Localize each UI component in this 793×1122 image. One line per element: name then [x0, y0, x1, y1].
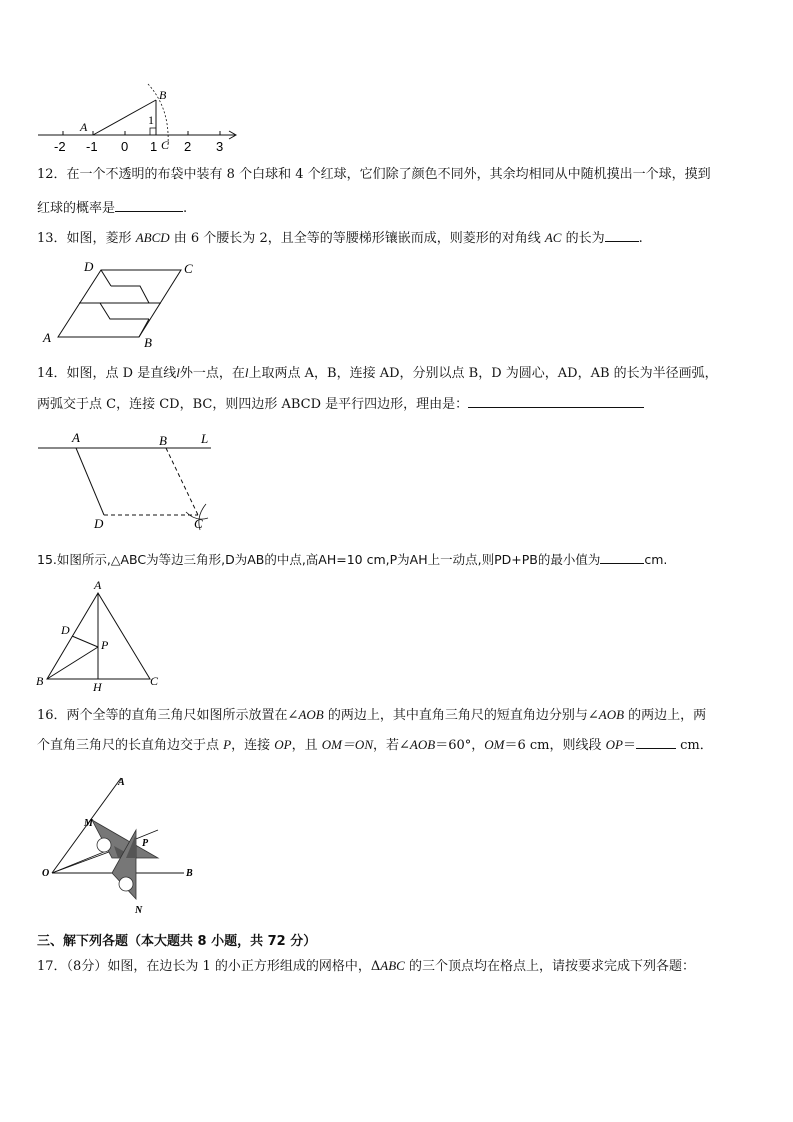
q16-text-2c: ，且: [291, 738, 322, 753]
question-12-line-2: [37, 199, 187, 218]
point-label-a: A: [80, 120, 88, 134]
tick-label: 1: [150, 139, 158, 154]
q16-aob: AOB: [598, 707, 625, 722]
answer-blank[interactable]: [600, 551, 644, 564]
q16-om-on: OM＝ON: [321, 737, 373, 752]
question-16-line-2: [37, 736, 713, 755]
tick-label: 0: [121, 139, 129, 154]
tick-label: -1: [86, 139, 98, 154]
q17-text: 17．（8分）如图，在边长为 1 的小正方形组成的网格中，Δ: [37, 959, 381, 974]
point-label-b: B: [159, 433, 167, 448]
point-label-a: A: [43, 330, 51, 345]
point-label-c: C: [184, 261, 193, 276]
q14-text-b: 外一点，在: [179, 366, 245, 381]
q13-text: 13．如图，菱形: [37, 231, 136, 246]
point-label-p: P: [142, 838, 149, 849]
q14-text-c: 上取两点 A，B，连接 AD，分别以点 B，D 为圆心，AD，AB 的长为半径画弧，: [248, 366, 718, 381]
q16-text-2b: ，连接: [231, 738, 275, 753]
point-label-c: C: [150, 674, 159, 688]
q16-unit: cm．: [675, 738, 713, 753]
point-label-a: A: [72, 430, 80, 445]
q16-text-2g: ＝: [622, 738, 636, 753]
point-label-d: D: [84, 259, 94, 274]
answer-blank[interactable]: [115, 199, 183, 212]
q13-text-mid: 由 6 个腰长为 2，且全等的等腰梯形镶嵌而成，则菱形的对角线: [169, 231, 545, 246]
q17-abc: ABC: [380, 958, 405, 973]
q16-text-2: 个直角三角尺的长直角边交于点: [37, 738, 224, 753]
section-heading: 三、解下列各题（本大题共 8 小题，共 72 分）: [37, 934, 317, 949]
q17-text-end: 的三个顶点均在格点上，请按要求完成下列各题：: [404, 959, 695, 974]
point-label-b: B: [144, 335, 152, 350]
q13-ac: AC: [544, 230, 562, 245]
parallelogram-figure: [36, 428, 236, 534]
q15-text: 15.如图所示,△ABC为等边三角形,D为AB的中点,高AH=10 cm,P为AH上一动点,则PD+PB的最小值为: [37, 552, 601, 567]
q16-op: OP: [274, 737, 292, 752]
point-label-p: P: [101, 638, 109, 652]
q14-l: l: [176, 365, 180, 380]
q13-period: .: [638, 231, 643, 246]
q15-unit: cm.: [644, 552, 668, 567]
q13-text-end: 的长为: [561, 231, 605, 246]
q16-text-2e: ＝60°，: [435, 738, 485, 753]
answer-blank[interactable]: [468, 395, 644, 408]
point-label-a: A: [94, 578, 102, 592]
q16-op: OP: [605, 737, 623, 752]
point-label-d: D: [94, 516, 104, 531]
q16-aob: AOB: [298, 707, 324, 722]
point-label-l: L: [201, 431, 209, 446]
q12-text: 12．在一个不透明的布袋中装有 8 个白球和 4 个红球，它们除了颜色不同外，其余均相同从中随机摸出一个球，摸到: [37, 167, 711, 182]
q16-text-2f: ＝6 cm，则线段: [504, 738, 606, 753]
point-label-b: B: [36, 674, 44, 688]
point-label-m: M: [84, 818, 93, 829]
point-label-c: C: [161, 138, 170, 152]
number-line-figure: [30, 80, 250, 155]
question-13: [37, 229, 643, 248]
question-15: [37, 551, 667, 569]
tick-label: 3: [216, 139, 224, 154]
point-label-c: C: [194, 516, 203, 531]
point-label-h: H: [93, 680, 102, 693]
point-label-o: O: [42, 868, 50, 879]
q13-abcd: ABCD: [135, 230, 170, 245]
question-16-line-1: [37, 706, 706, 725]
point-label-b: B: [159, 88, 167, 102]
q16-p: P: [223, 737, 232, 752]
tick-label: -2: [54, 139, 66, 154]
set-squares-figure: [36, 768, 206, 918]
tick-label: 2: [184, 139, 192, 154]
point-label-a: A: [118, 777, 125, 788]
side-label-one: 1: [148, 113, 154, 127]
question-14-line-1: [37, 364, 718, 383]
q12-text-2: 红球的概率是: [37, 201, 116, 216]
question-14-line-2: [37, 395, 644, 414]
q14-l2: l: [244, 365, 249, 380]
q16-text: 16．两个全等的直角三角尺如图所示放置在∠: [37, 708, 299, 723]
rhombus-figure: [38, 258, 208, 350]
triangle-figure: [32, 578, 167, 693]
question-12-line-1: [37, 166, 711, 184]
question-17: [37, 957, 695, 976]
point-label-n: N: [135, 905, 143, 916]
q16-text-2d: ，若∠: [373, 738, 410, 753]
q16-text-b: 的两边上，其中直角三角尺的短直角边分别与∠: [323, 708, 599, 723]
point-label-d: D: [61, 623, 70, 637]
q14-text-2: 两弧交于点 C，连接 CD，BC，则四边形 ABCD 是平行四边形，理由是：: [37, 397, 469, 412]
point-label-b: B: [186, 868, 193, 879]
q12-period: .: [183, 201, 188, 216]
q16-text-c: 的两边上，两: [624, 708, 707, 723]
q16-aob: AOB: [409, 737, 436, 752]
q16-om: OM: [484, 737, 505, 752]
answer-blank[interactable]: [636, 736, 676, 749]
answer-blank[interactable]: [605, 229, 639, 242]
q14-text: 14．如图，点 D 是直线: [37, 366, 177, 381]
